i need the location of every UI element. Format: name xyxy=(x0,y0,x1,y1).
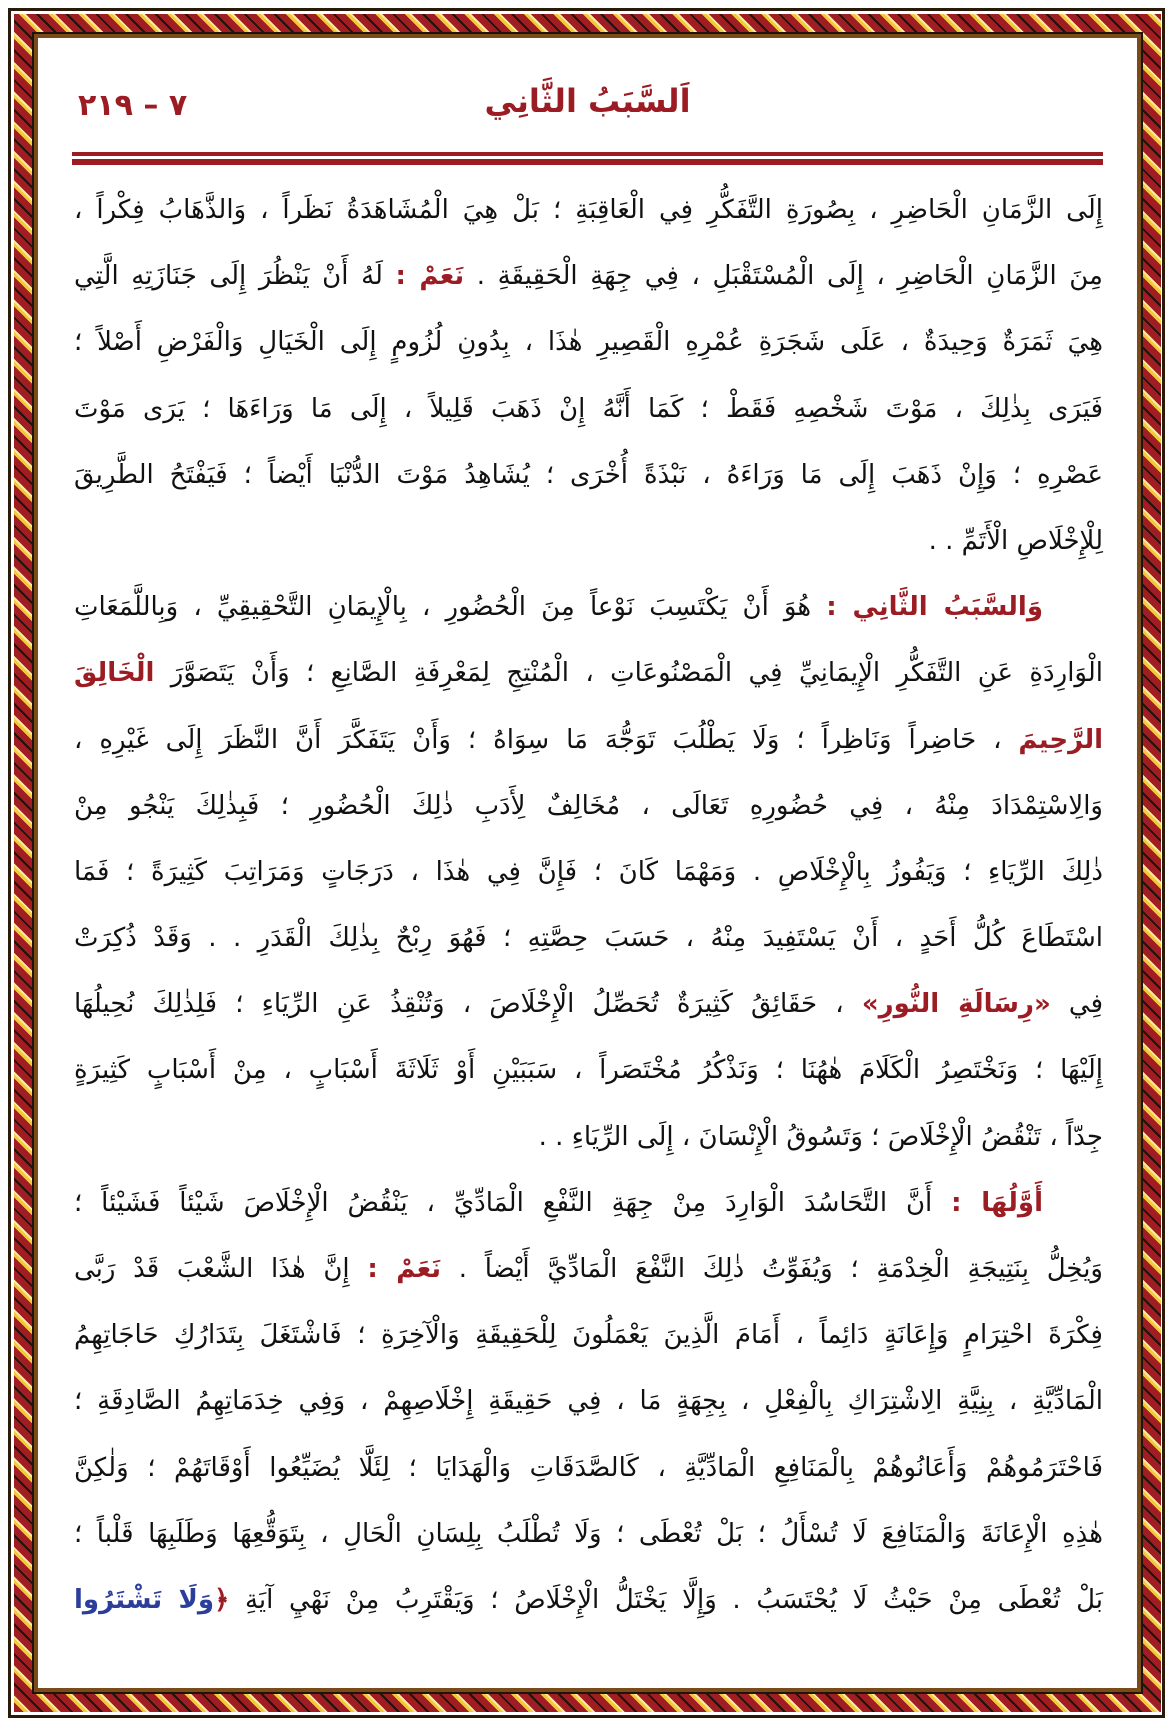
text-line xyxy=(74,1307,1103,1373)
text-line xyxy=(74,513,1103,579)
text-segment: هٰذِهِ الْإِعَانَةَ وَالْمَنَافِعَ لَا تُسْأَلُ ؛ بَلْ تُعْطَى ؛ وَلَا تُطْلَبُ بِلِسَانِ الْحَالِ ، بِتَوَقُّعِهَا وَطَلَبِهَا قَلْباً ؛ xyxy=(74,1518,1103,1549)
text-segment: فِي xyxy=(1050,989,1104,1020)
text-line xyxy=(74,248,1103,314)
text-line xyxy=(74,645,1103,711)
text-segment: مِنَ الزَّمَانِ الْحَاضِرِ ، إِلَى الْمُسْتَقْبَلِ ، فِي جِهَةِ الْحَقِيقَةِ . xyxy=(464,261,1103,292)
highlighted-term: ﴿ xyxy=(214,1584,230,1615)
highlighted-term: نَعَمْ : xyxy=(367,1254,442,1284)
text-line xyxy=(74,778,1103,844)
paragraph xyxy=(74,1175,1103,1638)
text-segment: جِدّاً ، تَنْقُضُ الْإِخْلَاصَ ؛ وَتَسُوقُ الْإِنْسَانَ ، إِلَى الرِّيَاءِ . . xyxy=(538,1121,1103,1152)
text-line xyxy=(74,1572,1103,1638)
text-segment: بَلْ تُعْطَى مِنْ حَيْثُ لَا يُحْتَسَبُ . وَإِلَّا يَخْتَلُّ الْإِخْلَاصُ ؛ وَيَقْتَرِبُ مِنْ نَهْيِ آيَةِ xyxy=(229,1584,1103,1615)
text-segment: وَالِاسْتِمْدَادَ مِنْهُ ، فِي حُضُورِهِ تَعَالَى ، مُخَالِفٌ لِأَدَبِ ذٰلِكَ الْحُضُورِ ؛ فَبِذٰلِكَ يَنْجُو مِنْ xyxy=(74,790,1103,821)
paragraph xyxy=(74,182,1103,579)
text-segment: عَصْرِهِ ؛ وَإِنْ ذَهَبَ إِلَى مَا وَرَاءَهُ ، نَبْذَةً أُخْرَى ؛ يُشَاهِدُ مَوْتَ الدُّنْيَا أَيْضاً ؛ فَيَفْتَحُ الطَّرِيقَ xyxy=(74,459,1103,490)
text-line xyxy=(74,712,1103,778)
highlighted-term: نَعَمْ : xyxy=(395,261,465,292)
text-segment: ، حَاضِراً وَنَاظِراً ؛ وَلَا يَطْلُبَ تَوَجُّهَ مَا سِوَاهُ ؛ وَأَنْ يَتَفَكَّرَ أَنَّ النَّظَرَ إِلَى غَيْرِهِ ، xyxy=(74,724,1019,755)
text-segment: فَيَرَى بِذٰلِكَ ، مَوْتَ شَخْصِهِ فَقَطْ ؛ كَمَا أَنَّهُ إِنْ ذَهَبَ قَلِيلاً ، إِلَى مَا وَرَاءَهَا ؛ يَرَى مَوْتَ xyxy=(74,393,1103,424)
text-segment: ذٰلِكَ الرِّيَاءِ ؛ وَيَفُوزُ بِالْإِخْلَاصِ . وَمَهْمَا كَانَ ؛ فَإِنَّ فِي هٰذَا ، دَرَجَاتٍ وَمَرَاتِبَ كَثِيرَةً ؛ فَمَا xyxy=(74,856,1103,887)
text-segment: وَيُخِلُّ بِنَتِيجَةِ الْخِدْمَةِ ؛ وَيُفَوِّتُ ذٰلِكَ النَّفْعَ الْمَادِّيَّ أَيْضاً . xyxy=(441,1254,1103,1284)
text-segment: أَنَّ التَّحَاسُدَ الْوَارِدَ مِنْ جِهَةِ النَّفْعِ الْمَادِّيِّ ، يَنْقُضُ الْإِخْلَاصَ شَيْئاً فَشَيْئاً ؛ xyxy=(74,1187,952,1218)
text-line xyxy=(74,976,1103,1042)
page-number: ٧ – ٢١٩ xyxy=(78,88,188,123)
text-line xyxy=(74,314,1103,380)
text-line xyxy=(74,844,1103,910)
page-header xyxy=(72,82,1103,142)
highlighted-term: أَوَّلُهَا : xyxy=(951,1187,1043,1218)
header-rule-thick xyxy=(72,159,1103,165)
text-segment: إِلَى الزَّمَانِ الْحَاضِرِ ، بِصُورَةِ التَّفَكُّرِ فِي الْعَاقِبَةِ ؛ بَلْ هِيَ الْمُشَاهَدَةُ نَظَراً ، وَالذَّهَابُ فِكْراً ، xyxy=(74,195,1103,225)
text-segment: فَاحْتَرَمُوهُمْ وَأَعَانُوهُمْ بِالْمَنَافِعِ الْمَادِّيَّةِ ، كَالصَّدَقَاتِ وَالْهَدَايَا ؛ لِئَلَّا يُضَيِّعُوا أَوْقَاتَهُمْ ؛ وَلٰكِنَّ xyxy=(74,1452,1103,1483)
header-rule xyxy=(72,152,1103,156)
text-line xyxy=(74,1506,1103,1572)
text-segment: الْوَارِدَةِ عَنِ التَّفَكُّرِ الْإِيمَانِيِّ فِي الْمَصْنُوعَاتِ ، الْمُنْتِجِ لِمَعْرِفَةِ الصَّانِعِ ؛ وَأَنْ يَتَصَوَّرَ xyxy=(154,658,1103,689)
text-line xyxy=(74,447,1103,513)
text-segment: اسْتَطَاعَ كُلُّ أَحَدٍ ، أَنْ يَسْتَفِيدَ مِنْهُ ، حَسَبَ حِصَّتِهِ ؛ فَهُوَ رِبْحٌ بِذٰلِكَ الْقَدَرِ . . وَقَدْ ذُكِرَتْ xyxy=(74,923,1103,954)
page-body xyxy=(74,182,1103,1638)
text-line xyxy=(74,1373,1103,1439)
text-segment: هِيَ ثَمَرَةٌ وَحِيدَةٌ ، عَلَى شَجَرَةِ عُمْرِهِ الْقَصِيرِ هٰذَا ، بِدُونِ لُزُومٍ إِلَى الْخَيَالِ وَالْفَرْضِ أَصْلاً ؛ xyxy=(74,327,1103,358)
text-line xyxy=(74,1175,1103,1241)
text-segment: لَهُ أَنْ يَنْظُرَ إِلَى جَنَازَتِهِ الَّتِي xyxy=(74,261,396,292)
text-line xyxy=(74,381,1103,447)
text-segment: الْمَادِّيَّةِ ، بِنِيَّةِ الِاشْتِرَاكِ بِالْفِعْلِ ، بِجِهَةٍ مَا ، فِي حَقِيقَةِ إِخْلَاصِهِمْ ، وَفِي خِدَمَاتِهِمُ الصَّادِقَةِ ؛ xyxy=(74,1386,1103,1417)
text-line xyxy=(74,579,1103,645)
text-line xyxy=(74,1241,1103,1307)
text-line xyxy=(74,1042,1103,1108)
text-segment: فِكْرَةَ احْتِرَامٍ وَإِعَانَةٍ دَائِماً ، أَمَامَ الَّذِينَ يَعْمَلُونَ لِلْحَقِيقَةِ وَالْآخِرَةِ ؛ فَاشْتَغَلَ بِتَدَارُكِ حَاجَاتِهِمُ xyxy=(74,1320,1103,1351)
paragraph xyxy=(74,579,1103,1175)
text-segment: إِنَّ هٰذَا الشَّعْبَ قَدْ رَبَّى xyxy=(74,1254,368,1284)
highlighted-term: الرَّحِيمَ xyxy=(1018,724,1103,755)
text-segment: هُوَ أَنْ يَكْتَسِبَ نَوْعاً مِنَ الْحُضُورِ ، بِالْإِيمَانِ التَّحْقِيقِيِّ ، وَبِاللَّمَعَاتِ xyxy=(74,592,827,623)
text-segment: لِلْإِخْلَاصِ الْأَتَمِّ . . xyxy=(928,525,1103,556)
text-segment: إِلَيْهَا ؛ وَنَخْتَصِرُ الْكَلَامَ هٰهُنَا ؛ وَنَذْكُرُ مُخْتَصَراً ، سَبَبَيْنِ أَوْ ثَلَاثَةَ أَسْبَابٍ ، مِنْ أَسْبَابٍ كَثِيرَةٍ xyxy=(74,1055,1103,1086)
text-segment: ، حَقَائِقُ كَثِيرَةٌ تُحَصِّلُ الْإِخْلَاصَ ، وَتُنْقِذُ عَنِ الرِّيَاءِ ؛ فَلِذٰلِكَ نُحِيلُهَا xyxy=(74,989,862,1020)
text-line xyxy=(74,182,1103,248)
highlighted-term: وَالسَّبَبُ الثَّانِي : xyxy=(826,592,1043,623)
running-title: اَلسَّبَبُ الثَّانِي xyxy=(484,82,691,120)
text-line xyxy=(74,910,1103,976)
quran-verse: وَلَا تَشْتَرُوا xyxy=(74,1584,215,1615)
text-line xyxy=(74,1440,1103,1506)
highlighted-term: الْخَالِقَ xyxy=(74,658,155,689)
text-line xyxy=(74,1109,1103,1175)
highlighted-term: «رِسَالَةِ النُّورِ» xyxy=(861,989,1051,1020)
